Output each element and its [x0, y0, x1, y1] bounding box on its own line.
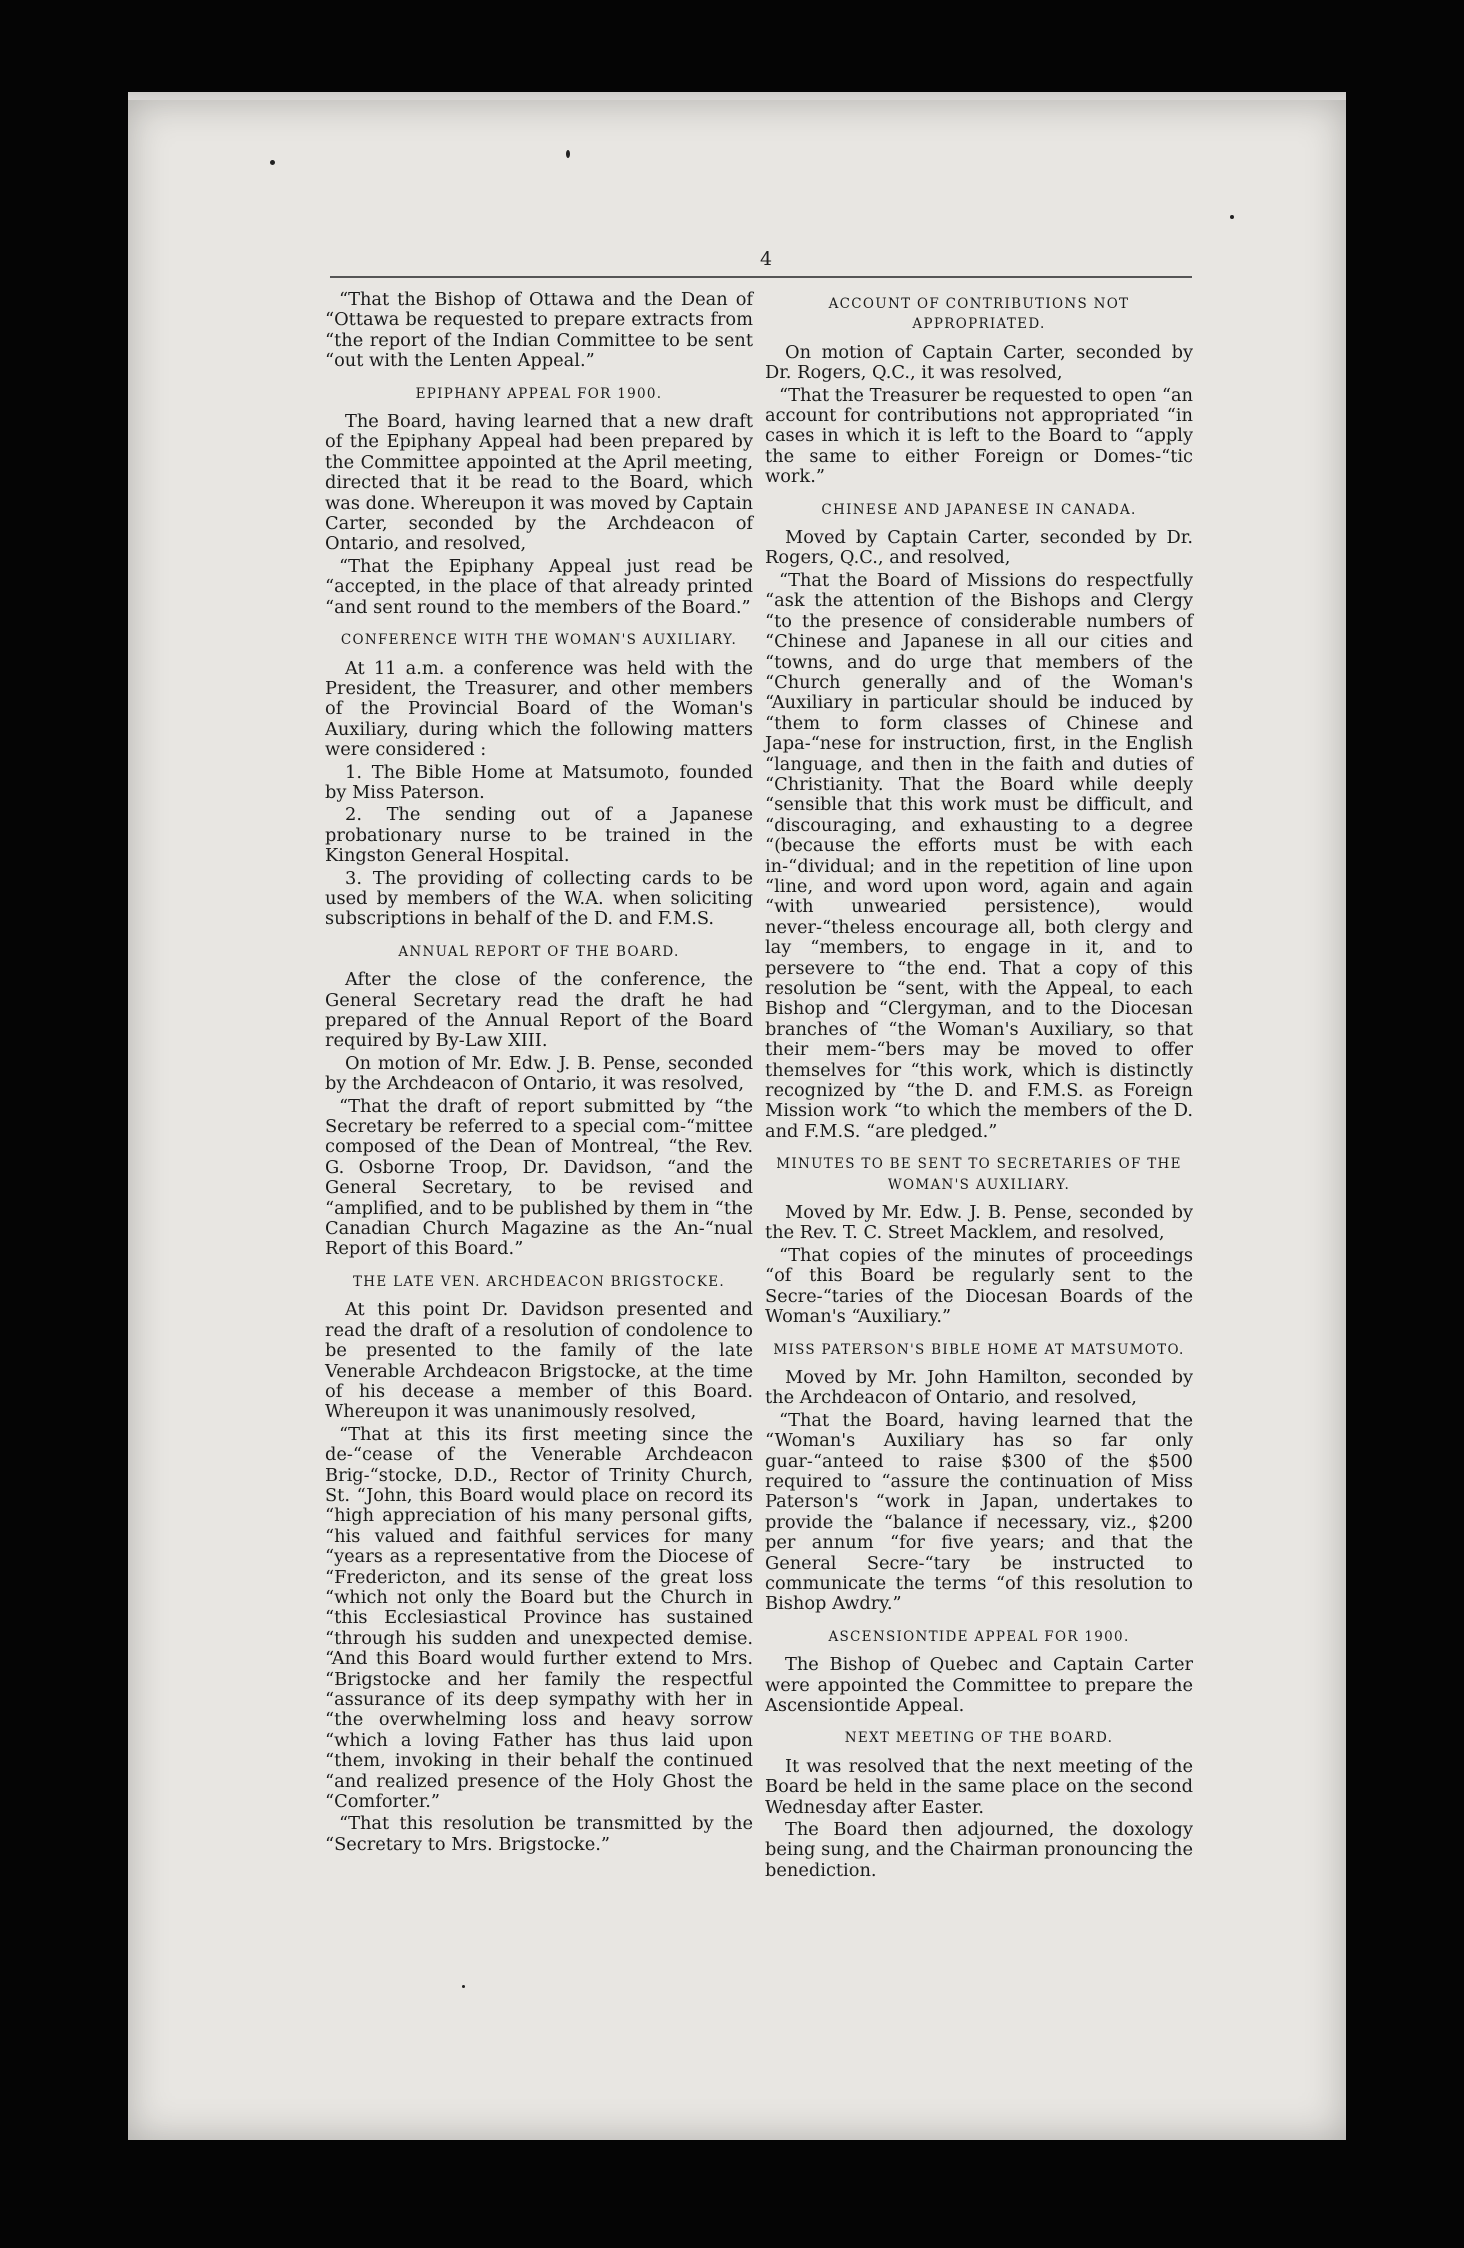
section-heading: EPIPHANY APPEAL FOR 1900. [415, 385, 663, 402]
list-item: 1. The Bible Home at Matsumoto, founded by Miss Paterson. [325, 761, 753, 803]
list-item: 2. The sending out of a Japanese probationary nurse to be trained in the Kingston General Hospital. [325, 804, 753, 867]
right-column [765, 290, 1193, 1883]
section-heading: THE LATE VEN. ARCHDEACON BRIGSTOCKE. [352, 1273, 725, 1290]
body-paragraph: It was resolved that the next meeting of the Board be held in the same place on the second Wednesday after Easter. [765, 1755, 1193, 1818]
section-heading: NEXT MEETING OF THE BOARD. [844, 1730, 1114, 1747]
body-paragraph: Moved by Mr. John Hamilton, seconded by the Archdeacon of Ontario, and resolved, [765, 1366, 1193, 1409]
ink-speck [462, 1985, 465, 1988]
resolution-text: “That the Board, having learned that the “Woman's Auxiliary has so far only guar-“anteed to raise $300 of the $500 required to “assure the continuation of Miss Paterson's “work in Japan, undertakes to provide the “balance if necessary, viz., $200 per annum “for five years; and that the General Secre-“tary be instructed to communicate the terms “of this resolution to Bishop Awdry.” [765, 1409, 1193, 1615]
body-paragraph: On motion of Captain Carter, seconded by Dr. Rogers, Q.C., it was resolved, [765, 341, 1193, 384]
list-item: 3. The providing of collecting cards to be used by members of the W.A. when soliciting subscriptions in behalf of the D. and F.M.S. [325, 867, 753, 930]
resolution-text: “That the Bishop of Ottawa and the Dean of “Ottawa be requested to prepare extracts from “the report of the Indian Committee to be sent “out with the Lenten Appeal.” [325, 289, 753, 372]
resolution-text: “That the Epiphany Appeal just read be “accepted, in the place of that already printed “and sent round to the members of the Board.” [325, 555, 753, 618]
body-paragraph: On motion of Mr. Edw. J. B. Pense, seconded by the Archdeacon of Ontario, it was resolved, [325, 1052, 753, 1095]
header-rule [330, 276, 1192, 278]
section-heading: ASCENSIONTIDE APPEAL FOR 1900. [828, 1628, 1130, 1645]
section-heading: ACCOUNT OF CONTRIBUTIONS NOT APPROPRIATED. [828, 296, 1130, 333]
body-paragraph: Moved by Mr. Edw. J. B. Pense, seconded by the Rev. T. C. Street Macklem, and resolved, [765, 1202, 1193, 1244]
body-paragraph: The Bishop of Quebec and Captain Carter were appointed the Committee to prepare the Ascensiontide Appeal. [765, 1654, 1193, 1716]
body-paragraph: The Board, having learned that a new draft of the Epiphany Appeal had been prepared by the Committee appointed at the April meeting, directed that it be read to the Board, which was done. Whereupon it was moved by Captain Carter, seconded by the Archdeacon of Ontario, and resolved, [325, 411, 753, 555]
resolution-text: “That this resolution be transmitted by the “Secretary to Mrs. Brigstocke.” [325, 1813, 753, 1855]
resolution-text: “That at this its first meeting since the de-“cease of the Venerable Archdeacon Brig-“stocke, D.D., Rector of Trinity Church, St. “John, this Board would place on record its “high appreciation of his many personal gifts, “his valued and faithful services for many “years as a representative from the Diocese of “Fredericton, and its sense of the great loss “which not only the Board but the Church in “this Ecclesiastical Province has sustained “through his sudden and unexpected demise. “And this Board would further extend to Mrs. “Brigstocke and her family the respectful “assurance of its deep sympathy with her in “the overwhelming loss and heavy sorrow “which a loving Father has thus laid upon “them, invoking in their behalf the continued “and realized presence of the Holy Ghost the “Comforter.” [325, 1423, 753, 1813]
body-paragraph: After the close of the conference, the General Secretary read the draft he had prepared of the Annual Report of the Board required by By-Law XIII. [325, 969, 753, 1052]
body-paragraph: At 11 a.m. a conference was held with the President, the Treasurer, and other members of the Provincial Board of the Woman's Auxiliary, during which the following matters were considered : [325, 657, 753, 761]
page-number: 4 [760, 248, 773, 270]
ink-speck [270, 160, 275, 165]
body-paragraph: The Board then adjourned, the doxology being sung, and the Chairman pronouncing the benediction. [765, 1819, 1193, 1881]
body-paragraph: At this point Dr. Davidson presented and read the draft of a resolution of condolence to be presented to the family of the late Venerable Archdeacon Brigstocke, at the time of his decease a member of this Board. Whereupon it was unanimously resolved, [325, 1299, 753, 1423]
resolution-text: “That copies of the minutes of proceedings “of this Board be regularly sent to the Secre-“taries of the Diocesan Boards of the Woman's “Auxiliary.” [765, 1244, 1193, 1328]
section-heading: MISS PATERSON'S BIBLE HOME AT MATSUMOTO. [773, 1341, 1185, 1358]
section-heading: ANNUAL REPORT OF THE BOARD. [398, 943, 680, 960]
section-heading: MINUTES TO BE SENT TO SECRETARIES OF THE WOMAN'S AUXILIARY. [776, 1156, 1182, 1193]
section-heading: CONFERENCE WITH THE WOMAN'S AUXILIARY. [340, 632, 738, 649]
resolution-text: “That the Treasurer be requested to open “an account for contributions not appropriated “in cases in which it is left to the Board to “apply the same to either Foreign or Domes-“tic work.” [765, 384, 1193, 488]
ink-speck [566, 150, 570, 158]
resolution-text: “That the draft of report submitted by “the Secretary be referred to a special com-“mittee composed of the Dean of Montreal, “the Rev. G. Osborne Troop, Dr. Davidson, “and the General Secretary, to be revised and “amplified, and to be published by them in “the Canadian Church Magazine as the An-“nual Report of this Board.” [325, 1095, 753, 1260]
left-column [325, 290, 753, 1857]
resolution-text: “That the Board of Missions do respectfully “ask the attention of the Bishops and Clergy “to the presence of considerable numbers of “Chinese and Japanese in all our cities and “towns, and do urge that members of the “Church generally and of the Woman's “Auxiliary in particular should be induced by “them to form classes of Chinese and Japa-“nese for instruction, first, in the English “language, and then in the faith and duties of “Christianity. That the Board while deeply “sensible that this work must be difficult, and “discouraging, and exhausting to a degree “(because the efforts must be with each in-“dividual; and in the repetition of line upon “line, and word upon word, again and again “with unwearied persistence), would never-“theless encourage all, both clergy and lay “members, to engage in it, and to persevere to “the end. That a copy of this resolution be “sent, with the Appeal, to each Bishop and “Clergyman, and to the Diocesan branches of “the Woman's Auxiliary, so that their mem-“bers may be moved to offer themselves for “this work, which is distinctly recognized by “the D. and F.M.S. as Foreign Mission work “to which the members of the D. and F.M.S. “are pledged.” [765, 569, 1193, 1142]
section-heading: CHINESE AND JAPANESE IN CANADA. [821, 501, 1137, 518]
ink-speck [1230, 215, 1234, 219]
body-paragraph: Moved by Captain Carter, seconded by Dr. Rogers, Q.C., and resolved, [765, 527, 1193, 569]
